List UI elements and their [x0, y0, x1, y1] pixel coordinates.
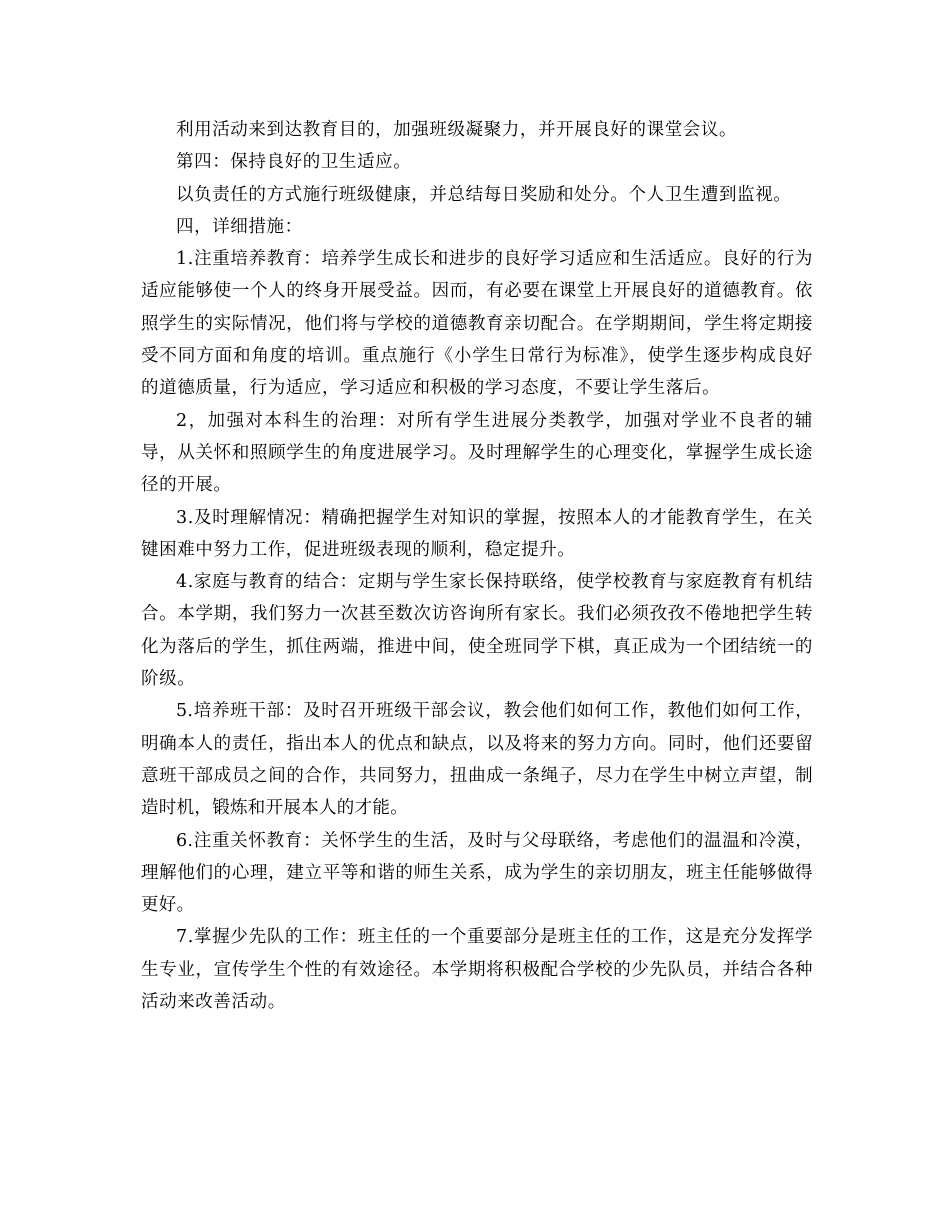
paragraph-activities: 利用活动来到达教育目的，加强班级凝聚力，并开展良好的课堂会议。 — [176, 120, 738, 140]
paragraph-measure-1: 1.注重培养教育：培养学生成长和进步的良好学习适应和生活适应。良好的行为适应能够使一个人的终身开展受益。因而，有必要在课堂上开展良好的道德教育。依照学生的实际情况，他们将与学校的道德教育亲切配合。在学期期间，学生将定期接受不同方面和角度的培训。重点施行《小学生日常行为标准》，使学生逐步构成良好的道德质量，行为适应，学习适应和积极的学习态度，不要让学生落后。 — [141, 249, 813, 399]
document-body — [141, 114, 813, 1018]
paragraph-measure-7: 7.掌握少先队的工作：班主任的一个重要部分是班主任的工作，这是充分发挥学生专业，宣传学生个性的有效途径。本学期将积极配合学校的少先队员，并结合各种活动来改善活动。 — [141, 927, 813, 1013]
paragraph-measure-3: 3.及时理解情况：精确把握学生对知识的掌握，按照本人的才能教育学生，在关键困难中努力工作，促进班级表现的顺利，稳定提升。 — [141, 507, 813, 560]
paragraph-hygiene: 以负责任的方式施行班级健康，并总结每日奖励和处分。个人卫生遭到监视。 — [176, 184, 792, 205]
paragraph-measure-2: 2，加强对本科生的治理：对所有学生进展分类教学，加强对学业不良者的辅导，从关怀和照顾学生的角度进展学习。及时理解学生的心理变化，掌握学生成长途径的开展。 — [141, 410, 813, 496]
paragraph-section-four-heading: 第四：保持良好的卫生适应。 — [176, 152, 412, 173]
paragraph-measures-heading: 四，详细措施： — [176, 216, 303, 237]
paragraph-measure-5: 5.培养班干部：及时召开班级干部会议，教会他们如何工作，教他们如何工作，明确本人的责任，指出本人的优点和缺点，以及将来的努力方向。同时，他们还要留意班干部成员之间的合作，共同努力，扭曲成一条绳子，尽力在学生中树立声望，制造时机，锻炼和开展本人的才能。 — [141, 701, 813, 819]
paragraph-measure-4: 4.家庭与教育的结合：定期与学生家长保持联络，使学校教育与家庭教育有机结合。本学期，我们努力一次甚至数次访咨询所有家长。我们必须孜孜不倦地把学生转化为落后的学生，抓住两端，推进中间，使全班同学下棋，真正成为一个团结统一的阶级。 — [141, 572, 813, 690]
paragraph-measure-6: 6.注重关怀教育：关怀学生的生活，及时与父母联络，考虑他们的温温和冷漠，理解他们的心理，建立平等和谐的师生关系，成为学生的亲切朋友，班主任能够做得更好。 — [141, 830, 813, 916]
